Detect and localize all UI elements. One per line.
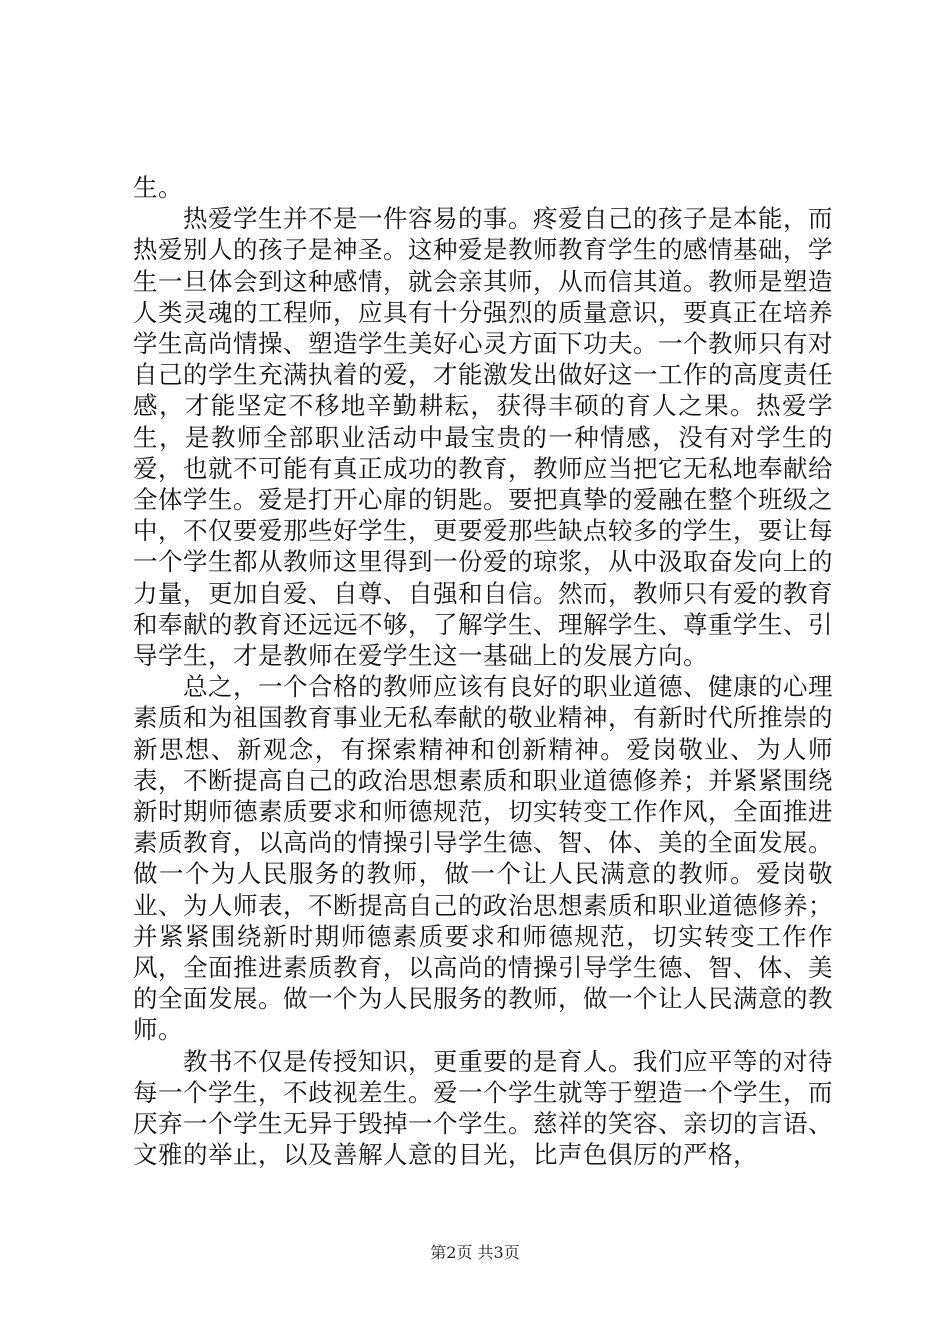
page-footer: 第2页 共3页: [430, 1243, 520, 1262]
document-body: [133, 172, 833, 1171]
paragraph-summary: 总之，一个合格的教师应该有良好的职业道德、健康的心理素质和为祖国教育事业无私奉献的敬业精神，有新时代所推崇的新思想、新观念，有探索精神和创新精神。爱岗敬业、为人师表，不断提高自己的政治思想素质和职业道德修养；并紧紧围绕新时期师德素质要求和师德规范，切实转变工作作风，全面推进素质教育，以高尚的情操引导学生德、智、体、美的全面发展。做一个为人民服务的教师，做一个让人民满意的教师。爱岗敬业、为人师表，不断提高自己的政治思想素质和职业道德修养；并紧紧围绕新时期师德素质要求和师德规范，切实转变工作作风，全面推进素质教育，以高尚的情操引导学生德、智、体、美的全面发展。做一个为人民服务的教师，做一个让人民满意的教师。: [133, 672, 833, 1045]
paragraph-continuation: 生。: [133, 173, 183, 202]
paragraph-love-students: 热爱学生并不是一件容易的事。疼爱自己的孩子是本能，而热爱别人的孩子是神圣。这种爱是教师教育学生的感情基础，学生一旦体会到这种感情，就会亲其师，从而信其道。教师是塑造人类灵魂的工程师，应具有十分强烈的质量意识，要真正在培养学生高尚情操、塑造学生美好心灵方面下功夫。一个教师只有对自己的学生充满执着的爱，才能激发出做好这一工作的高度责任感，才能坚定不移地辛勤耕耘，获得丰硕的育人之果。热爱学生，是教师全部职业活动中最宝贵的一种情感，没有对学生的爱，也就不可能有真正成功的教育，教师应当把它无私地奉献给全体学生。爱是打开心扉的钥匙。要把真挚的爱融在整个班级之中，不仅要爱那些好学生，更要爱那些缺点较多的学生，要让每一个学生都从教师这里得到一份爱的琼浆，从中汲取奋发向上的力量，更加自爱、自尊、自强和自信。然而，教师只有爱的教育和奉献的教育还远远不够，了解学生、理解学生、尊重学生、引导学生，才是教师在爱学生这一基础上的发展方向。: [133, 204, 833, 671]
paragraph-teaching: 教书不仅是传授知识，更重要的是育人。我们应平等的对待每一个学生，不歧视差生。爱一个学生就等于塑造一个学生，而厌弃一个学生无异于毁掉一个学生。慈祥的笑容、亲切的言语、文雅的举止，以及善解人意的目光，比声色俱厉的严格，: [133, 1046, 833, 1170]
